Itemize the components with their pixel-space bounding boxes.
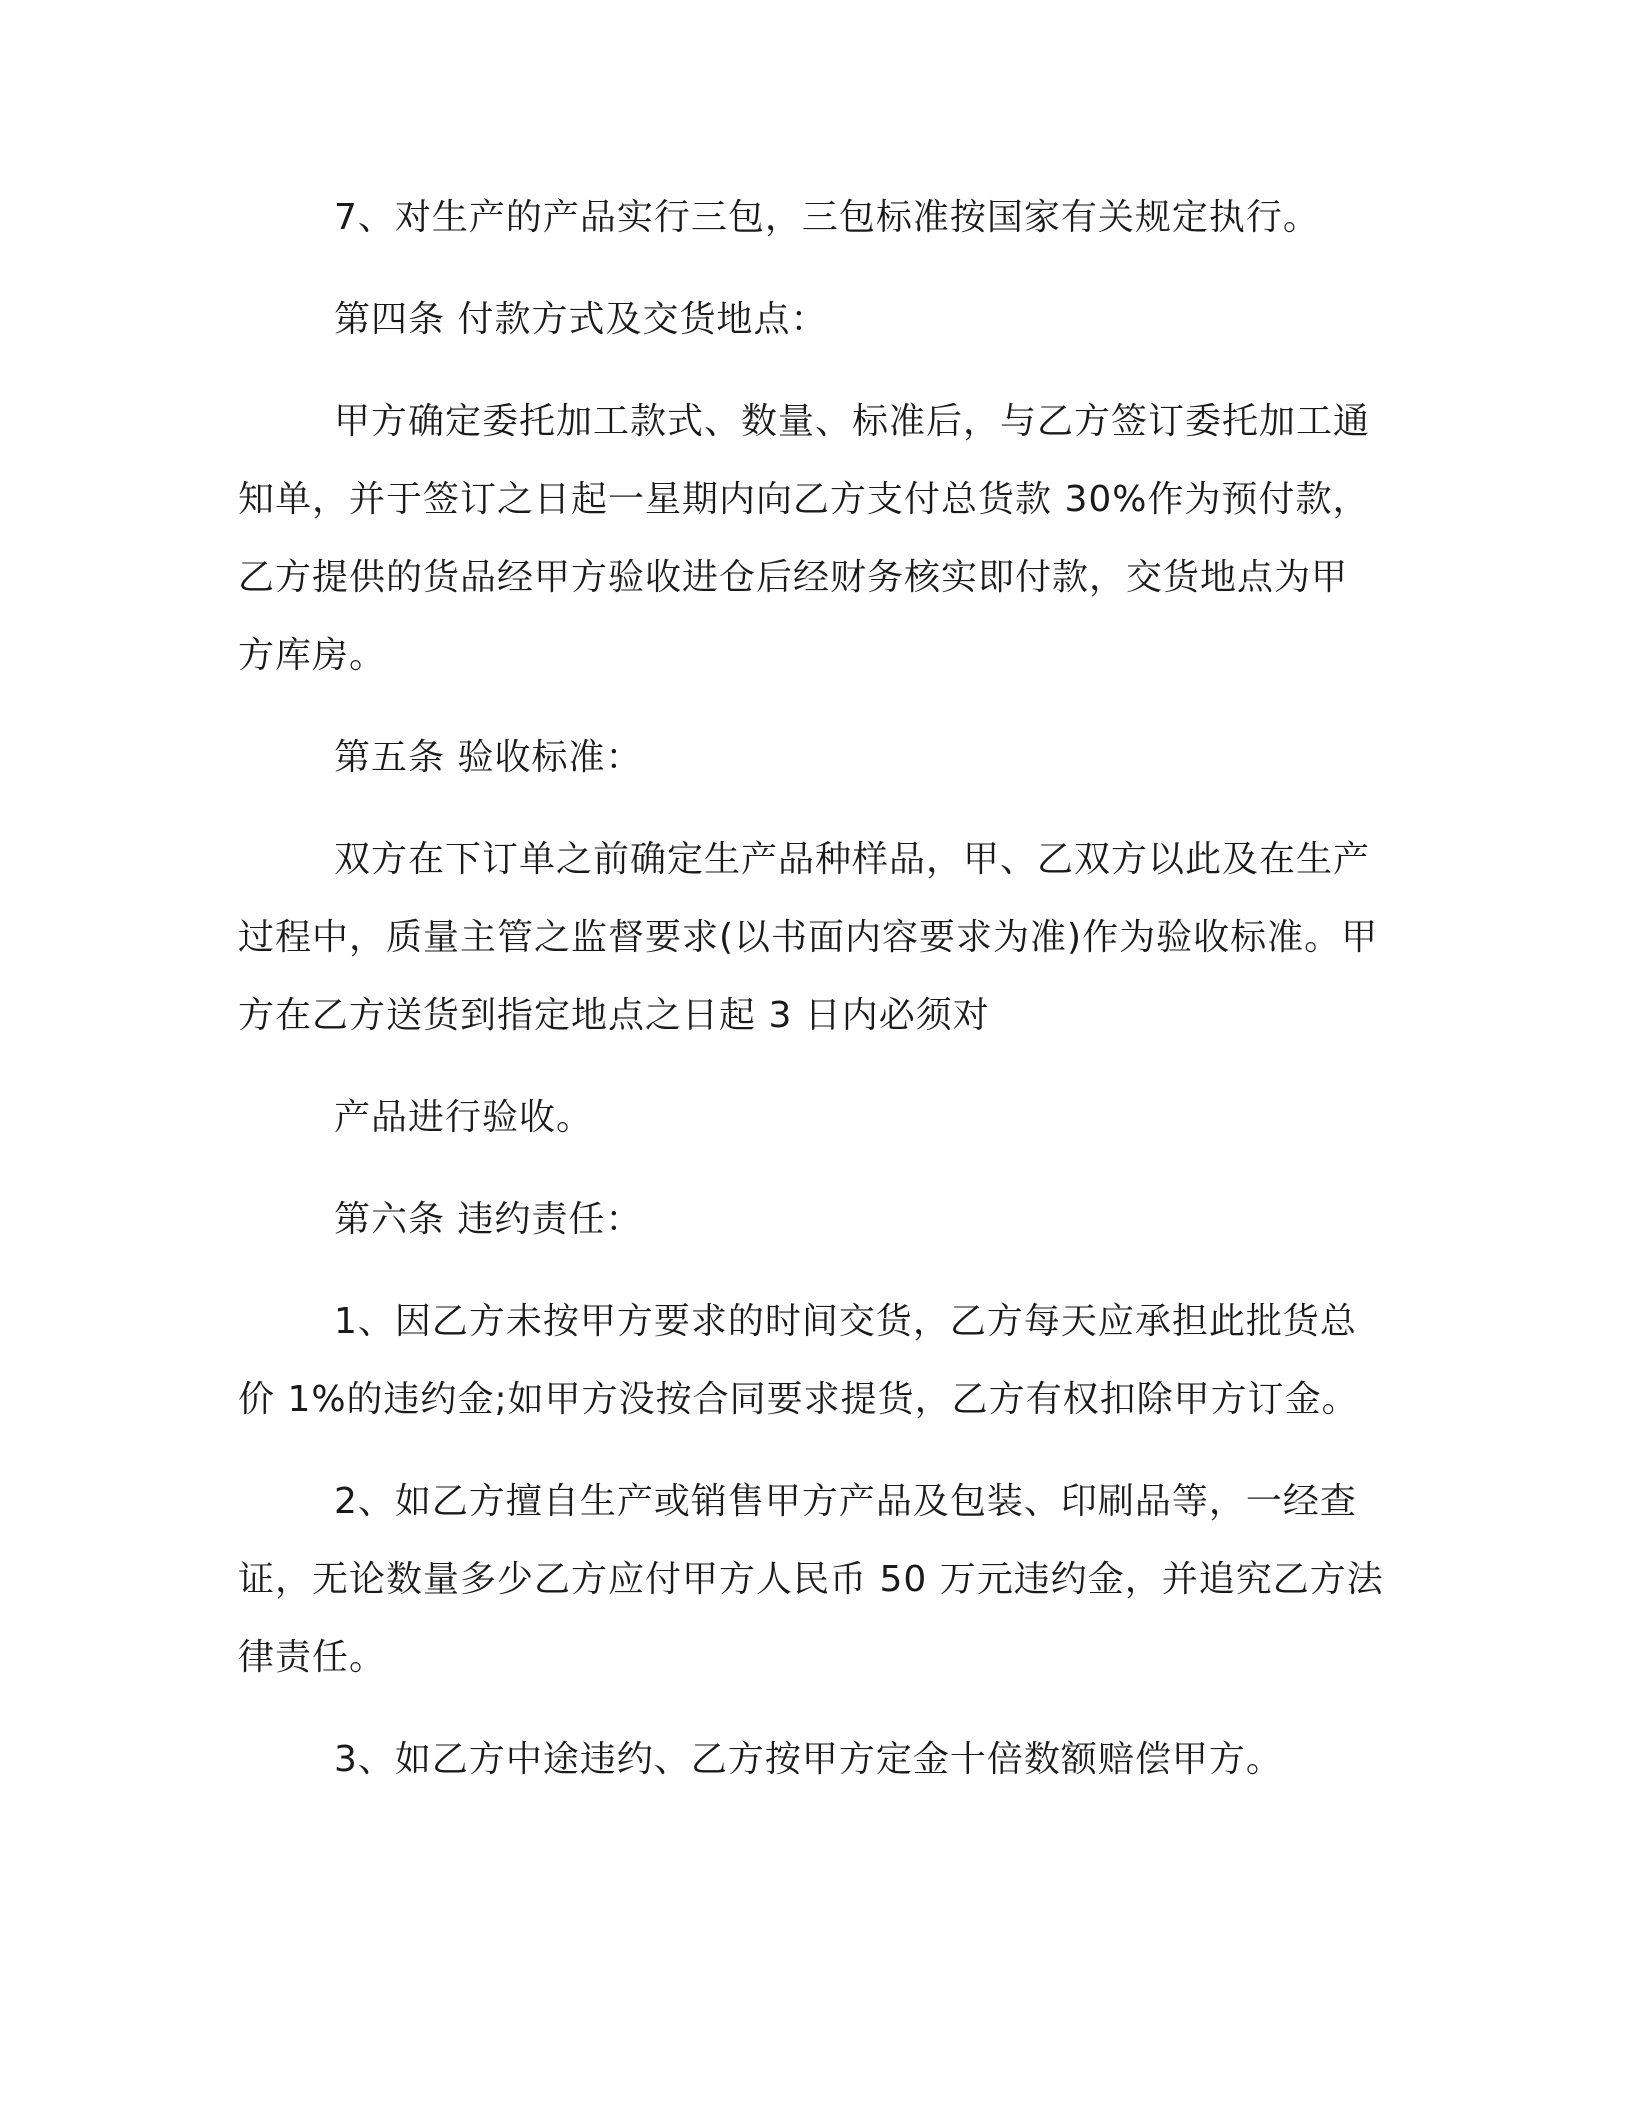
article-5-line-1: 双方在下订单之前确定生产品种样品，甲、乙双方以此及在生产 (334, 839, 1371, 880)
article-4-heading: 第四条 付款方式及交货地点： (334, 299, 828, 340)
article-6-clause-2-line-1: 2、如乙方擅自生产或销售甲方产品及包装、印刷品等，一经查 (334, 1481, 1357, 1522)
article-5-continuation: 产品进行验收。 (334, 1097, 594, 1138)
article-5-heading: 第五条 验收标准： (334, 737, 643, 778)
article-5-line-2: 过程中，质量主管之监督要求(以书面内容要求为准)作为验收标准。甲 (238, 917, 1379, 958)
article-6-clause-1-line-1: 1、因乙方未按甲方要求的时间交货，乙方每天应承担此批货总 (334, 1301, 1357, 1342)
item-7-text: 7、对生产的产品实行三包，三包标准按国家有关规定执行。 (334, 197, 1320, 238)
article-6-heading: 第六条 违约责任： (334, 1199, 643, 1240)
article-6-clause-3-line-1: 3、如乙方中途违约、乙方按甲方定金十倍数额赔偿甲方。 (334, 1739, 1283, 1780)
article-6-clause-2-line-3: 律责任。 (238, 1637, 387, 1678)
article-6-clause-1-line-2: 价 1%的违约金;如甲方没按合同要求提货，乙方有权扣除甲方订金。 (238, 1379, 1359, 1420)
article-4-line-2: 知单，并于签订之日起一星期内向乙方支付总货款 30%作为预付款， (238, 479, 1370, 520)
article-4-line-3: 乙方提供的货品经甲方验收进仓后经财务核实即付款，交货地点为甲 (238, 557, 1349, 598)
article-4-line-4: 方库房。 (238, 635, 387, 676)
article-6-clause-2-line-2: 证，无论数量多少乙方应付甲方人民币 50 万元违约金，并追究乙方法 (238, 1559, 1384, 1600)
article-4-line-1: 甲方确定委托加工款式、数量、标准后，与乙方签订委托加工通 (334, 401, 1371, 442)
article-5-line-3: 方在乙方送货到指定地点之日起 3 日内必须对 (238, 995, 990, 1036)
